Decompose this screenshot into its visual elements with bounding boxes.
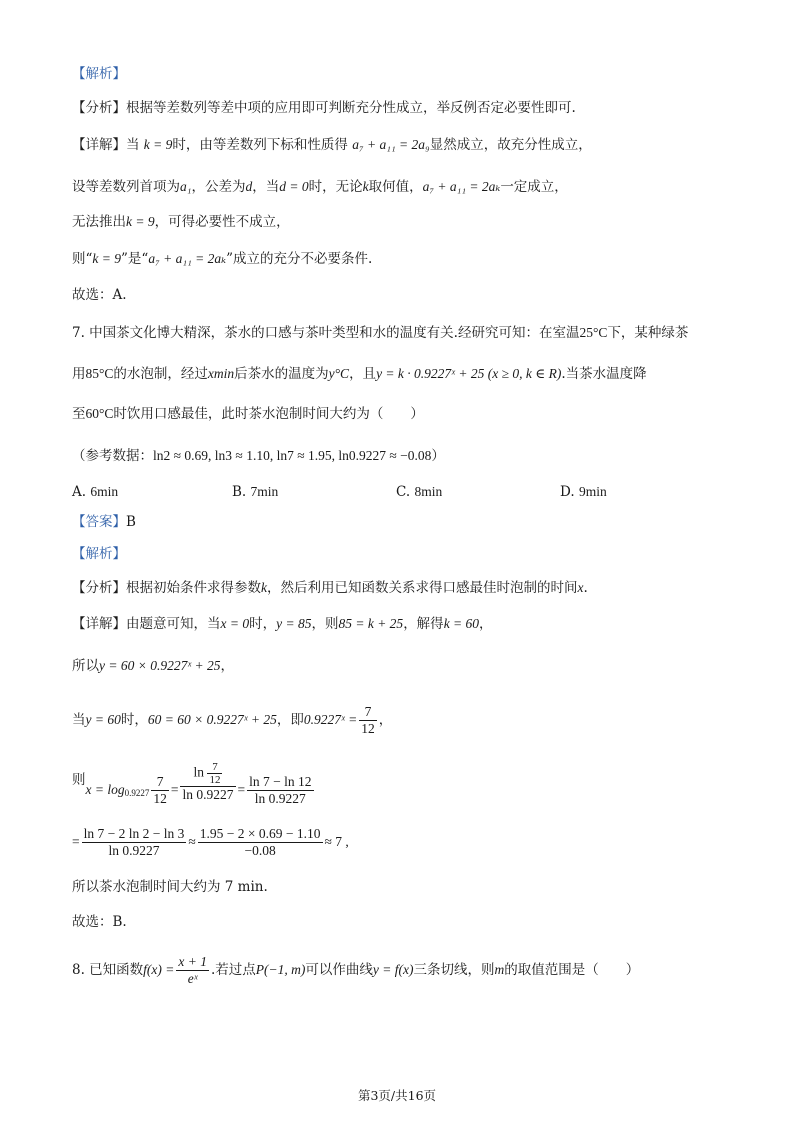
text: .若过点 <box>211 962 256 978</box>
numerator: ln 7 − 2 ln 2 − ln 3 <box>83 825 185 841</box>
option-label: C. <box>396 484 411 500</box>
analysis-heading-1 <box>72 64 126 84</box>
text: ，且 <box>349 366 377 382</box>
text: 7. 中国茶文化博大精深，茶水的口感与茶叶类型和水的温度有关.经研究可知：在室温 <box>72 325 580 341</box>
detail-line-5: 【详解】由题意可知，当x = 0时，y = 85，则85 = k + 25，解得k = 60， <box>72 616 493 632</box>
analysis-heading-2 <box>72 544 126 564</box>
math-x: x <box>577 580 584 595</box>
math-curve: y = f(x) <box>372 962 414 977</box>
denominator: ln 0.9227 <box>182 787 234 802</box>
detail-line-4 <box>72 249 372 269</box>
math-yC: y°C <box>328 366 350 381</box>
math-y-formula2: y = 60 × 0.9227ˣ + 25 <box>99 658 221 673</box>
text: 后茶水的温度为 <box>234 366 329 382</box>
text: ，当 <box>252 179 280 195</box>
math-point: P(−1, m) <box>255 962 306 977</box>
text: 用 <box>72 366 86 382</box>
option-value: 9min <box>578 484 607 499</box>
math-k60: k = 60 <box>443 616 480 631</box>
text: 时，无论 <box>308 179 363 195</box>
text: 时，由等差数列下标和性质得 <box>172 137 348 153</box>
math-pow-eq: 0.9227ˣ = <box>303 712 358 727</box>
fraction-7-12 <box>151 774 169 807</box>
text: 8. 已知函数 <box>72 962 144 978</box>
answer-line <box>72 512 136 532</box>
text: 根据初始条件求得参数 <box>126 580 261 596</box>
text: 则 <box>72 772 86 788</box>
text: .当茶水温度降 <box>561 366 647 382</box>
text: 设等差数列首项为 <box>72 179 180 195</box>
text: ，然后利用已知函数关系求得口感最佳时泡制的时间 <box>267 580 578 596</box>
math-formula-y: y = k · 0.9227ˣ + 25 (x ≥ 0, k ∈ R) <box>376 366 562 381</box>
question-7-line-3 <box>72 404 424 424</box>
text: ，则 <box>311 616 339 632</box>
text: ，即 <box>276 712 304 728</box>
text: 三条切线，则 <box>413 962 495 978</box>
math-fx: f(x) = <box>143 962 175 977</box>
fraction-fx <box>176 954 209 987</box>
denominator: 12 <box>361 720 375 736</box>
denominator: 12 <box>153 790 167 806</box>
option-c <box>396 482 442 502</box>
approx: ≈ <box>188 834 196 849</box>
option-label: A. <box>72 484 87 500</box>
option-d <box>560 482 607 502</box>
detail-line-2 <box>72 177 568 197</box>
option-value: 8min <box>414 484 443 499</box>
math-t25: 25°C <box>579 325 608 340</box>
jiexi-label: 【解析】 <box>72 66 126 82</box>
text: 取何值， <box>368 179 423 195</box>
text: 时饮用口感最佳，此时茶水泡制时间大约为（ ） <box>113 406 424 422</box>
reference-data <box>72 446 445 466</box>
math-ref-values: ln2 ≈ 0.69, ln3 ≈ 1.10, ln7 ≈ 1.95, ln0.9227 ≈ −0.08 <box>153 448 432 463</box>
denominator: eˣ <box>187 970 198 986</box>
math-k9: k = 9 <box>143 137 173 152</box>
math-eq60: 60 = 60 × 0.9227ˣ + 25 <box>147 712 277 727</box>
fraction-7-12 <box>207 761 222 786</box>
text: ”是“ <box>121 251 149 267</box>
math-x0: x = 0 <box>220 616 250 631</box>
denominator: ln 0.9227 <box>108 842 160 858</box>
math-d0: d = 0 <box>279 179 309 194</box>
answer-label: 【答案】 <box>72 514 126 530</box>
math-m: m <box>494 962 505 977</box>
text: 无法推出 <box>72 214 126 230</box>
detail-line-7: 当 y = 60 时， 60 = 60 × 0.9227ˣ + 25 ，即 0.9227ˣ = $\frac{7}{12}$ ， <box>72 703 393 736</box>
detail-line-8 <box>72 752 316 808</box>
fenxi-label: 【分析】 <box>72 100 126 116</box>
denominator: −0.08 <box>244 842 276 858</box>
equals: = <box>170 782 179 797</box>
question-7-line-1 <box>72 323 688 343</box>
text: ） <box>431 448 445 464</box>
fraction-calc-2 <box>198 826 323 859</box>
math-k: k <box>261 580 267 595</box>
denominator: ln 0.9227 <box>254 790 306 806</box>
text: 时， <box>120 712 148 728</box>
fraction-calc-1 <box>82 826 187 859</box>
numerator: 7 <box>207 761 222 774</box>
xiangjie-label: 【详解】 <box>72 616 126 632</box>
question-8-line-1 <box>72 950 639 990</box>
text: 至 <box>72 406 86 422</box>
analysis-line-1 <box>72 98 576 118</box>
page-footer: 第3页/共16页 <box>357 1088 437 1103</box>
math-t60: 60°C <box>85 406 114 421</box>
option-value: 6min <box>90 484 119 499</box>
detail-line-6: 所以y = 60 × 0.9227ˣ + 25， <box>72 658 235 674</box>
math-t85: 85°C <box>85 366 114 381</box>
math-a7a11-2a9: a₇ + a₁₁ = 2a₉ <box>352 137 430 152</box>
conclusion-line: 所以茶水泡制时间大约为 7 min. <box>72 879 268 895</box>
numerator: ln 7 − ln 12 <box>249 773 312 789</box>
math-a7a11-2ak: a₇ + a₁₁ = 2aₖ <box>422 179 501 194</box>
text: 的水泡制，经过 <box>113 366 208 382</box>
text: （参考数据： <box>72 448 153 464</box>
fraction-7-12 <box>359 704 377 737</box>
math-y85: y = 85 <box>276 616 312 631</box>
math-k: k <box>362 179 369 194</box>
math-a7a11-2ak: a₇ + a₁₁ = 2aₖ <box>148 251 227 266</box>
option-value: 7min <box>250 484 279 499</box>
option-a <box>72 482 118 502</box>
math-eq85: 85 = k + 25 <box>338 616 404 631</box>
approx-seven: ≈ 7 , <box>324 834 349 849</box>
text: 时， <box>249 616 277 632</box>
xiangjie-label: 【详解】 <box>72 137 126 153</box>
text: ，解得 <box>403 616 444 632</box>
numerator: 7 <box>359 704 377 721</box>
option-label: B. <box>232 484 247 500</box>
detail-line-9 <box>72 822 349 862</box>
text: 一定成立， <box>500 179 568 195</box>
fraction-ln7-ln12 <box>247 774 313 807</box>
fenxi-label: 【分析】 <box>72 580 126 596</box>
equals: = <box>72 834 80 849</box>
fraction-ln-7-12 <box>180 761 235 803</box>
text: 显然成立，故充分性成立， <box>429 137 592 153</box>
jiexi-label: 【解析】 <box>72 546 126 562</box>
text: 可以作曲线 <box>305 962 373 978</box>
text: 由题意可知，当 <box>126 616 221 632</box>
text: 则“ <box>72 251 93 267</box>
equals: = <box>237 782 246 797</box>
numerator: 1.95 − 2 × 0.69 − 1.10 <box>199 825 321 841</box>
detail-line-1 <box>72 135 592 155</box>
text: 下，某种绿茶 <box>607 325 689 341</box>
math-log-base: 0.9227 <box>124 788 150 798</box>
numerator: 7 <box>151 774 169 791</box>
ln: ln <box>193 764 205 780</box>
math-xmin: xmin <box>207 366 235 381</box>
text: 当 <box>72 712 86 728</box>
text: ，公差为 <box>191 179 246 195</box>
math-d: d <box>245 179 253 194</box>
math-a1: a₁ <box>180 179 192 194</box>
question-7-line-2 <box>72 364 647 384</box>
math-log-x: x = log <box>85 782 125 797</box>
answer-value: B <box>126 514 136 530</box>
option-label: D. <box>560 484 575 500</box>
text: ，可得必要性不成立， <box>154 214 290 230</box>
text: 当 <box>126 137 140 153</box>
choice-line-2: 故选：B. <box>72 914 127 930</box>
math-y60: y = 60 <box>85 712 121 727</box>
detail-line-3 <box>72 212 290 232</box>
choice-line-1: 故选：A. <box>72 287 127 303</box>
text: 所以 <box>72 658 99 674</box>
text: 的取值范围是（ ） <box>504 962 640 978</box>
math-k9: k = 9 <box>126 214 155 229</box>
text: ”成立的充分不必要条件. <box>226 251 373 267</box>
fenxi-text: 根据等差数列等差中项的应用即可判断充分性成立，举反例否定必要性即可. <box>126 100 576 116</box>
option-b <box>232 482 278 502</box>
numerator <box>180 761 235 787</box>
analysis-line-2: 【分析】根据初始条件求得参数k，然后利用已知函数关系求得口感最佳时泡制的时间x. <box>72 580 588 596</box>
denominator: 12 <box>209 774 221 786</box>
math-k9: k = 9 <box>92 251 122 266</box>
numerator: x + 1 <box>178 953 207 969</box>
